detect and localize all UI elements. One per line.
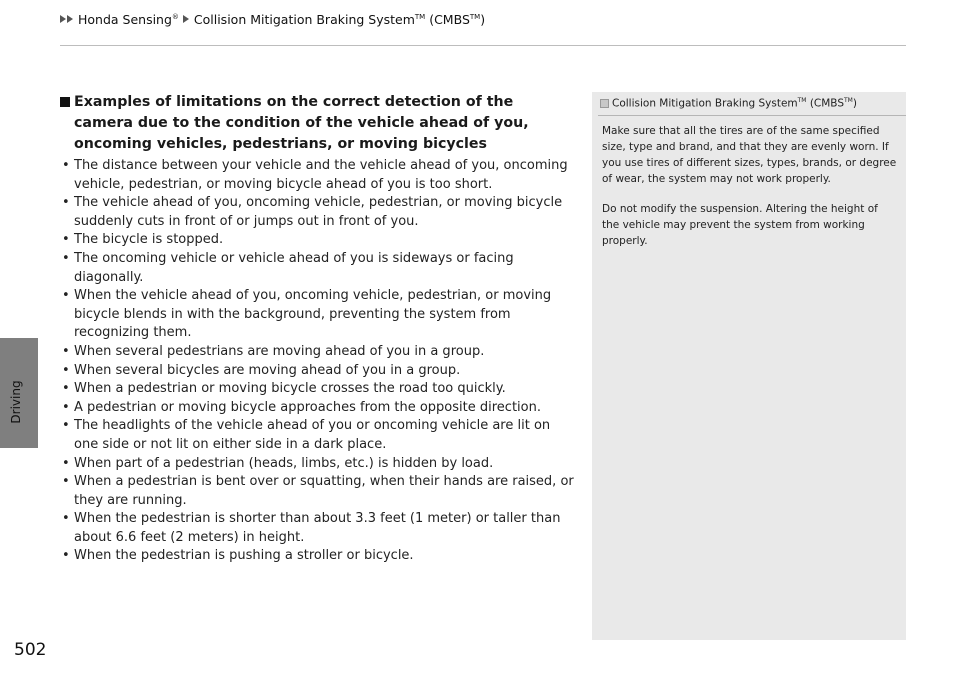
list-item: • When several bicycles are moving ahead of you in a group.: [60, 362, 576, 381]
list-item: • The bicycle is stopped.: [60, 231, 576, 250]
list-item: • When a pedestrian is bent over or squatting, when their hands are raised, or they are running.: [60, 473, 576, 510]
list-item: • The distance between your vehicle and the vehicle ahead of you, oncoming vehicle, pedestrian, or moving bicycle ahead of you is too short.: [60, 157, 576, 194]
sidebar-divider: [598, 115, 906, 116]
list-item: • When the pedestrian is pushing a stroller or bicycle.: [60, 547, 576, 566]
breadcrumb-cmbs[interactable]: Collision Mitigation Braking System™ (CMBS™): [193, 12, 486, 27]
breadcrumb-arrow-icon: [183, 15, 189, 23]
breadcrumb-honda-sensing[interactable]: Honda Sensing®: [77, 12, 179, 27]
section-tab-label: Driving: [9, 380, 23, 424]
square-bullet-icon: [60, 97, 70, 107]
sidebar-paragraph: Make sure that all the tires are of the same specified size, type and brand, and that they are evenly worn. If you use tires of different sizes, types, brands, or degree of wear, the system may not work properly.: [602, 124, 897, 185]
breadcrumb: [60, 12, 485, 27]
reference-icon: [600, 99, 609, 108]
list-item: • The headlights of the vehicle ahead of you or oncoming vehicle are lit on one side or not lit on either side in a dark place.: [60, 417, 576, 454]
list-item: • When the pedestrian is shorter than about 3.3 feet (1 meter) or taller than about 6.6 feet (2 meters) in height.: [60, 510, 576, 547]
list-item: • When the vehicle ahead of you, oncoming vehicle, pedestrian, or moving bicycle blends in with the background, preventing the system from recognizing them.: [60, 287, 576, 343]
list-item: • When a pedestrian or moving bicycle crosses the road too quickly.: [60, 380, 576, 399]
notes-sidebar: [592, 92, 906, 640]
breadcrumb-arrow-icon: [60, 15, 66, 23]
list-item: • When part of a pedestrian (heads, limbs, etc.) is hidden by load.: [60, 455, 576, 474]
header-divider: [60, 45, 906, 46]
section-heading-text: Examples of limitations on the correct detection of the camera due to the condition of the vehicle ahead of you, oncoming vehicles, pedestrians, or moving bicycles: [74, 94, 529, 152]
limitations-list: [60, 157, 576, 566]
list-item: • When several pedestrians are moving ahead of you in a group.: [60, 343, 576, 362]
list-item: • A pedestrian or moving bicycle approaches from the opposite direction.: [60, 399, 576, 418]
sidebar-paragraph: Do not modify the suspension. Altering the height of the vehicle may prevent the system from working properly.: [602, 202, 878, 247]
breadcrumb-arrow-icon: [67, 15, 73, 23]
list-item: • The vehicle ahead of you, oncoming vehicle, pedestrian, or moving bicycle suddenly cuts in front of or jumps out in front of you.: [60, 194, 576, 231]
list-item: • The oncoming vehicle or vehicle ahead of you is sideways or facing diagonally.: [60, 250, 576, 287]
main-content: [60, 92, 576, 566]
page-number: 502: [14, 640, 47, 660]
section-heading: [60, 92, 576, 155]
sidebar-title[interactable]: Collision Mitigation Braking System™ (CMBS™): [600, 97, 906, 110]
